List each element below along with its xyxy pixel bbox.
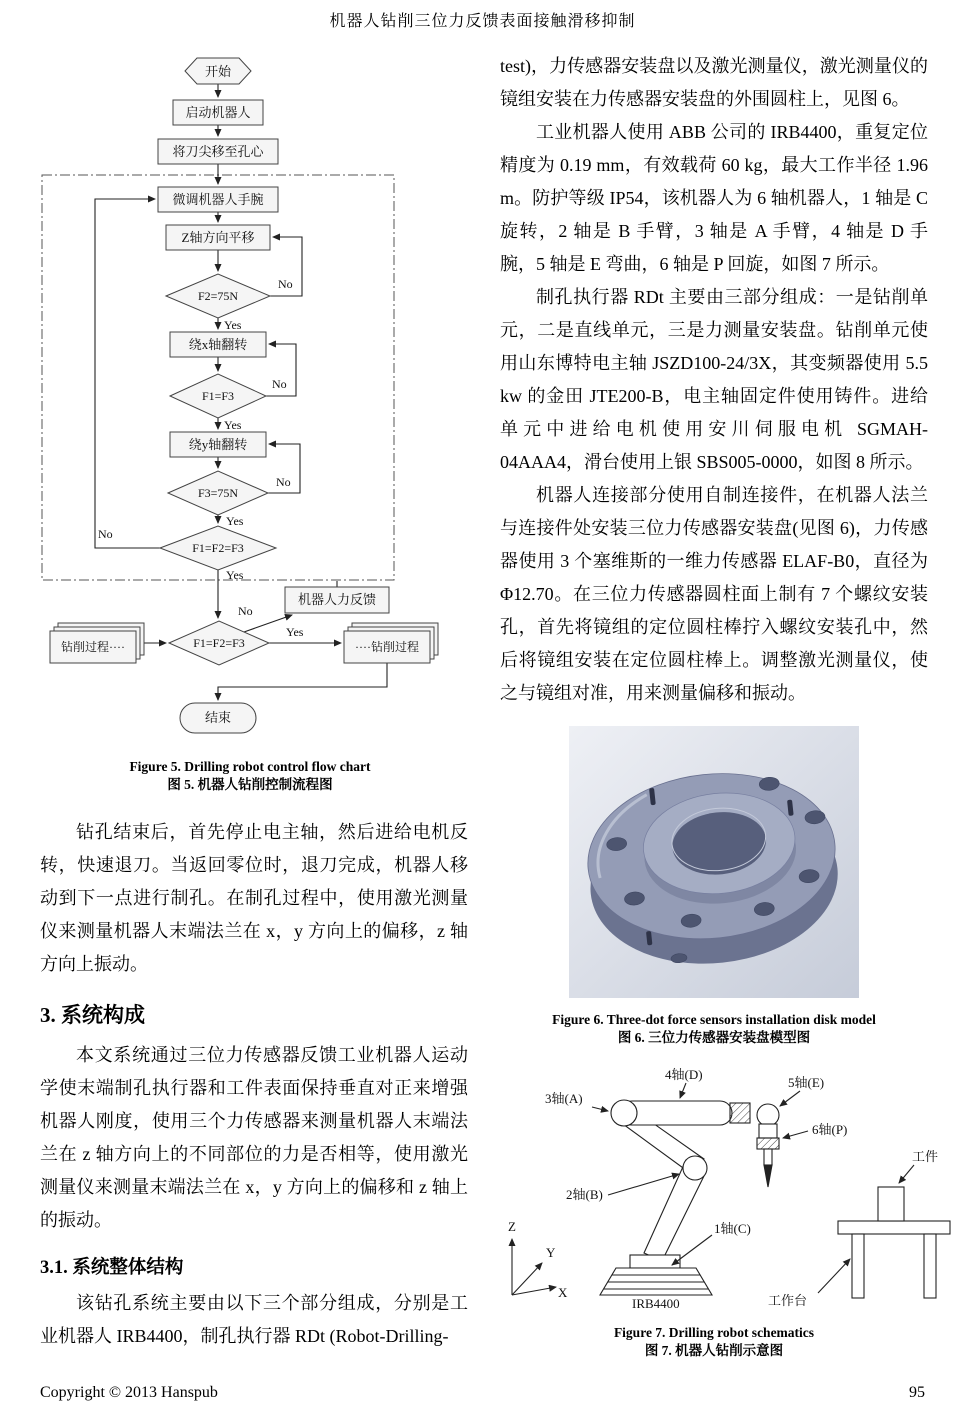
subsection-heading: 3.1. 系统整体结构 [40, 1258, 184, 1278]
figure5 [40, 55, 460, 794]
flow-label-rotate-y: 绕y轴翻转 [188, 437, 248, 452]
flow-label-cond-all: F1=F2=F3 [192, 541, 244, 555]
axis4-label: 4轴(D) [665, 1067, 703, 1082]
worktable-leg [924, 1234, 936, 1298]
x-axis-label: X [558, 1285, 568, 1300]
flow-label-cond-f1f3: F1=F3 [201, 389, 235, 403]
left-column [40, 55, 468, 1353]
axis4-hatch [730, 1103, 750, 1123]
flow-label-drill-left: 钻削过程···· [61, 640, 125, 654]
figure6-disk-model [569, 726, 859, 998]
figure7 [500, 1063, 939, 1360]
body-paragraph: 机器人连接部分使用自制连接件，在机器人法兰与连接件处安装三位力传感器安装盘(见图 6)，力传感器使用 3 个塞维斯的一维力传感器 ELAF-B0，直径为 Φ12.70。在三位力传感器圆柱面上制有 7 个螺纹安装孔，首先将镜组的定位圆柱棒拧入螺纹安装孔中，然后将镜组安装在定位圆柱棒上。调整激光测量仪，使之与镜组对准，用来测量偏移和振动。 [500, 485, 928, 703]
axis1-label: 1轴(C) [714, 1221, 751, 1236]
body-paragraph: 本文系统通过三位力传感器反馈工业机器人运动学使末端制孔执行器和工件表面保持垂直对正来增强机器人刚度，使用三个力传感器来测量机器人末端法兰在 z 轴方向上的不同部位的力是否相等，使用激光测量仪来测量末端法兰在 x，y 方向上的偏移和 z 轴上的振动。 [40, 1045, 468, 1230]
flow-label-no: No [276, 475, 291, 489]
y-axis-label: Y [546, 1245, 556, 1260]
spindle [764, 1149, 772, 1165]
section-heading: 3. 系统构成 [40, 1003, 145, 1027]
flow-label-z-move: Z轴方向平移 [181, 230, 255, 245]
flow-label-move-tool: 将刀尖移至孔心 [172, 144, 264, 159]
flow-label-cond-f2: F2=75N [197, 289, 239, 303]
right-column [500, 50, 939, 1360]
flow-label-yes: Yes [224, 318, 242, 332]
worktable-top [838, 1221, 950, 1234]
joint2 [683, 1156, 707, 1180]
figure6 [500, 726, 928, 1047]
flow-label-adjust-wrist: 微调机器人手腕 [172, 192, 264, 207]
drill-tip [764, 1165, 772, 1187]
workpiece-box [878, 1187, 904, 1221]
flow-label-no: No [98, 527, 113, 541]
workpiece-label: 工件 [912, 1149, 939, 1164]
body-paragraph: 该钻孔系统主要由以下三个部分组成，分别是工业机器人 IRB4400，制孔执行器 RDt (Robot-Drilling- [40, 1293, 468, 1346]
figure6-caption-en: Figure 6. Three-dot force sensors installation disk model [552, 1012, 876, 1027]
wrist-block [759, 1124, 777, 1138]
flow-label-rotate-x: 绕x轴翻转 [188, 337, 248, 352]
flow-label-start: 开始 [204, 64, 232, 79]
flow-label-cond-f3: F3=75N [197, 486, 239, 500]
flow-label-no: No [278, 277, 293, 291]
flow-label-cond-all2: F1=F2=F3 [193, 636, 245, 650]
flow-nodes [50, 58, 438, 733]
body-paragraph: 工业机器人使用 ABB 公司的 IRB4400，重复定位精度为 0.19 mm，有效载荷 60 kg，最大工作半径 1.96 m。防护等级 IP54，该机器人为 6 轴机器人，1 轴是 C 旋转，2 轴是 B 手臂，3 轴是 A 手臂，4 轴是 D 手腕，5 轴是 E 弯曲，6 轴是 P 回旋，如图 7 所示。 [500, 122, 928, 274]
copyright: Copyright © 2013 Hanspub [40, 1384, 218, 1401]
figure5-caption-zh: 图 5. 机器人钻削控制流程图 [167, 777, 333, 792]
worktable-leg [852, 1234, 864, 1298]
figure7-caption-en: Figure 7. Drilling robot schematics [613, 1325, 815, 1340]
axis5-label: 5轴(E) [788, 1075, 825, 1090]
body-paragraph: 制孔执行器 RDt 主要由三部分组成：一是钻削单元，二是直线单元，三是力测量安装盘。钻削单元使用山东博特电主轴 JSZD100-24/3X，其变频器使用 5.5 kw 的金田 JTE200-B，电主轴固定件使用铸件。进给单元中进给电机使用安川伺服电机 SGMAH-04AAA4，滑台使用上银 SBS005-0000，如图 8 所示。 [500, 287, 928, 472]
figure6-caption [500, 1011, 928, 1047]
flow-label-yes: Yes [226, 514, 244, 528]
flow-label-start-robot: 启动机器人 [185, 105, 251, 120]
flow-label-force-feedback: 机器人力反馈 [297, 592, 377, 607]
figure6-caption-zh: 图 6. 三位力传感器安装盘模型图 [617, 1030, 811, 1045]
body-paragraph: test)，力传感器安装盘以及激光测量仪，激光测量仪的镜组安装在力传感器安装盘的外围圆柱上，见图 6。 [500, 56, 928, 109]
joint5 [757, 1104, 779, 1126]
page-number: 95 [909, 1384, 925, 1401]
robot-model-label: IRB4400 [632, 1296, 680, 1311]
axis2-label: 2轴(B) [566, 1187, 603, 1202]
axis3-label: 3轴(A) [545, 1091, 583, 1106]
flow-label-no: No [272, 377, 287, 391]
running-title: 机器人钻削三位力反馈表面接触滑移抑制 [329, 13, 636, 30]
flow-label-drill-right: ····钻削过程 [355, 640, 419, 654]
flow-label-no: No [238, 604, 253, 618]
flow-label-yes: Yes [224, 418, 242, 432]
flow-label-yes: Yes [286, 625, 304, 639]
joint3 [611, 1100, 637, 1126]
page-footer [40, 1384, 925, 1402]
figure7-caption [500, 1324, 928, 1360]
figure7-caption-zh: 图 7. 机器人钻削示意图 [644, 1343, 784, 1358]
flow-label-end: 结束 [204, 710, 232, 725]
figure5-caption-en: Figure 5. Drilling robot control flow chart [129, 759, 371, 774]
figure5-caption [40, 758, 460, 794]
figure7-schematic [500, 1063, 952, 1311]
base-column [630, 1255, 680, 1268]
figure5-flowchart [40, 55, 460, 745]
flow-label-yes: Yes [226, 568, 244, 582]
worktable-label: 工作台 [768, 1293, 808, 1308]
body-paragraph: 钻孔结束后，首先停止电主轴，然后进给电机反转，快速退刀。当返回零位时，退刀完成，机器人移动到下一点进行制孔。在制孔过程中，使用激光测量仪来测量机器人末端法兰在 x，y 方向上的偏移，z 轴方向上振动。 [40, 822, 468, 974]
axis6-hatch [757, 1138, 779, 1149]
axis6-label: 6轴(P) [812, 1122, 848, 1137]
z-axis-label: Z [508, 1219, 516, 1234]
